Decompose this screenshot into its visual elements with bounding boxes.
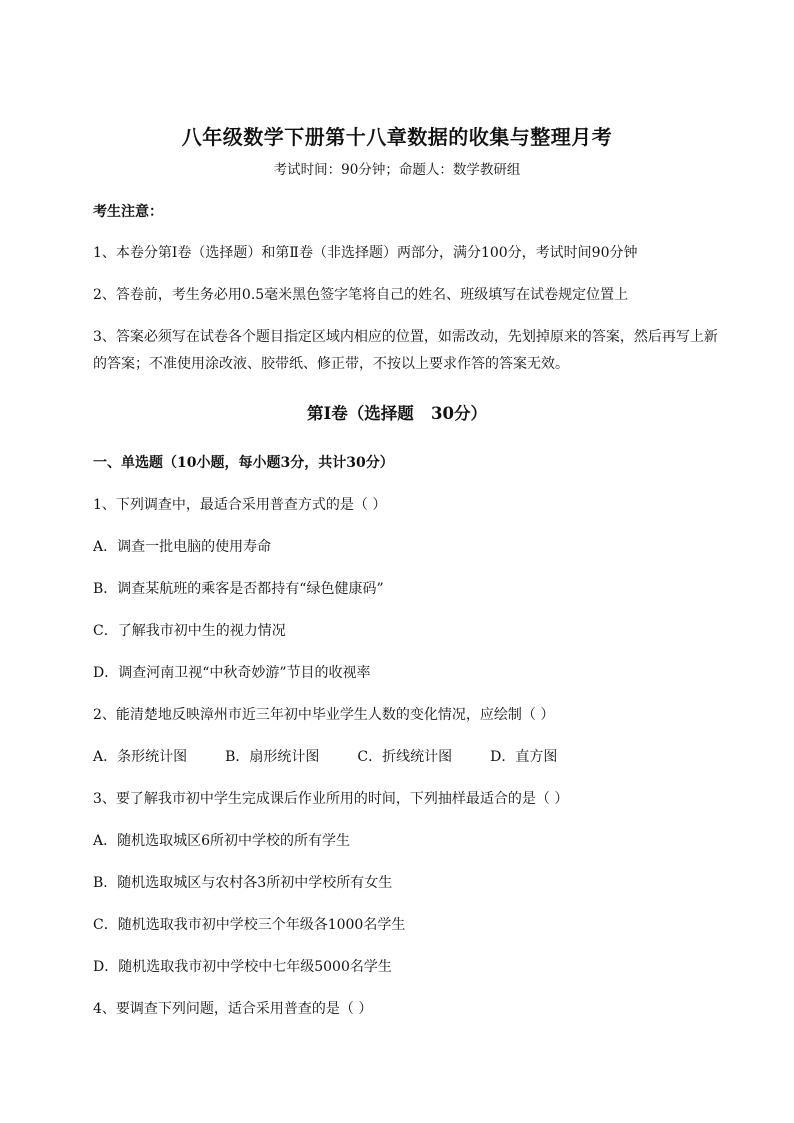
- question-3-option-c: C．随机选取我市初中学校三个年级各1000名学生: [93, 917, 406, 933]
- question-2-option-d: D．直方图: [490, 749, 558, 765]
- notice-item-3: 3、答案必须写在试卷各个题目指定区域内相应的位置，如需改动，先划掉原来的答案，然后再写上新: [93, 329, 718, 345]
- section-title: 第I卷（选择题 30分）: [307, 404, 487, 423]
- part-heading: 一、单选题（10小题，每小题3分，共计30分）: [93, 455, 394, 471]
- notice-item-1: 1、本卷分第I卷（选择题）和第Ⅱ卷（非选择题）两部分，满分100分，考试时间90分钟: [93, 245, 638, 261]
- question-1-stem: 1、下列调查中，最适合采用普查方式的是（ ）: [93, 497, 387, 513]
- question-3-stem: 3、要了解我市初中学生完成课后作业所用的时间，下列抽样最适合的是（ ）: [93, 791, 569, 807]
- question-3-option-b: B．随机选取城区与农村各3所初中学校所有女生: [93, 875, 393, 891]
- question-1-option-c: C．了解我市初中生的视力情况: [93, 623, 286, 639]
- question-2-option-b: B．扇形统计图: [225, 749, 320, 765]
- question-3-option-a: A．随机选取城区6所初中学校的所有学生: [93, 833, 351, 849]
- notice-item-2: 2、答卷前，考生务必用0.5毫米黑色签字笔将自己的姓名、班级填写在试卷规定位置上: [93, 287, 629, 303]
- notice-item-3-continued: 的答案；不准使用涂改液、胶带纸、修正带，不按以上要求作答的答案无效。: [93, 356, 569, 372]
- question-2-option-c: C．折线统计图: [357, 749, 453, 765]
- exam-subtitle: 考试时间：90分钟；命题人：数学教研组: [273, 162, 521, 178]
- question-2-stem: 2、能清楚地反映漳州市近三年初中毕业学生人数的变化情况，应绘制（ ）: [93, 707, 555, 723]
- question-4-stem: 4、要调查下列问题，适合采用普查的是（ ）: [93, 1001, 373, 1017]
- exam-title: 八年级数学下册第十八章数据的收集与整理月考: [181, 125, 613, 149]
- question-2-options: [93, 746, 557, 766]
- notice-heading: 考生注意：: [93, 204, 163, 220]
- question-3-option-d: D．随机选取我市初中学校中七年级5000名学生: [93, 959, 392, 975]
- question-1-option-a: A．调查一批电脑的使用寿命: [93, 539, 272, 555]
- question-2-option-a: A．条形统计图: [93, 749, 188, 765]
- question-1-option-d: D．调查河南卫视“中秋奇妙游”节目的收视率: [93, 665, 371, 681]
- question-1-option-b: B．调查某航班的乘客是否都持有“绿色健康码”: [93, 581, 384, 597]
